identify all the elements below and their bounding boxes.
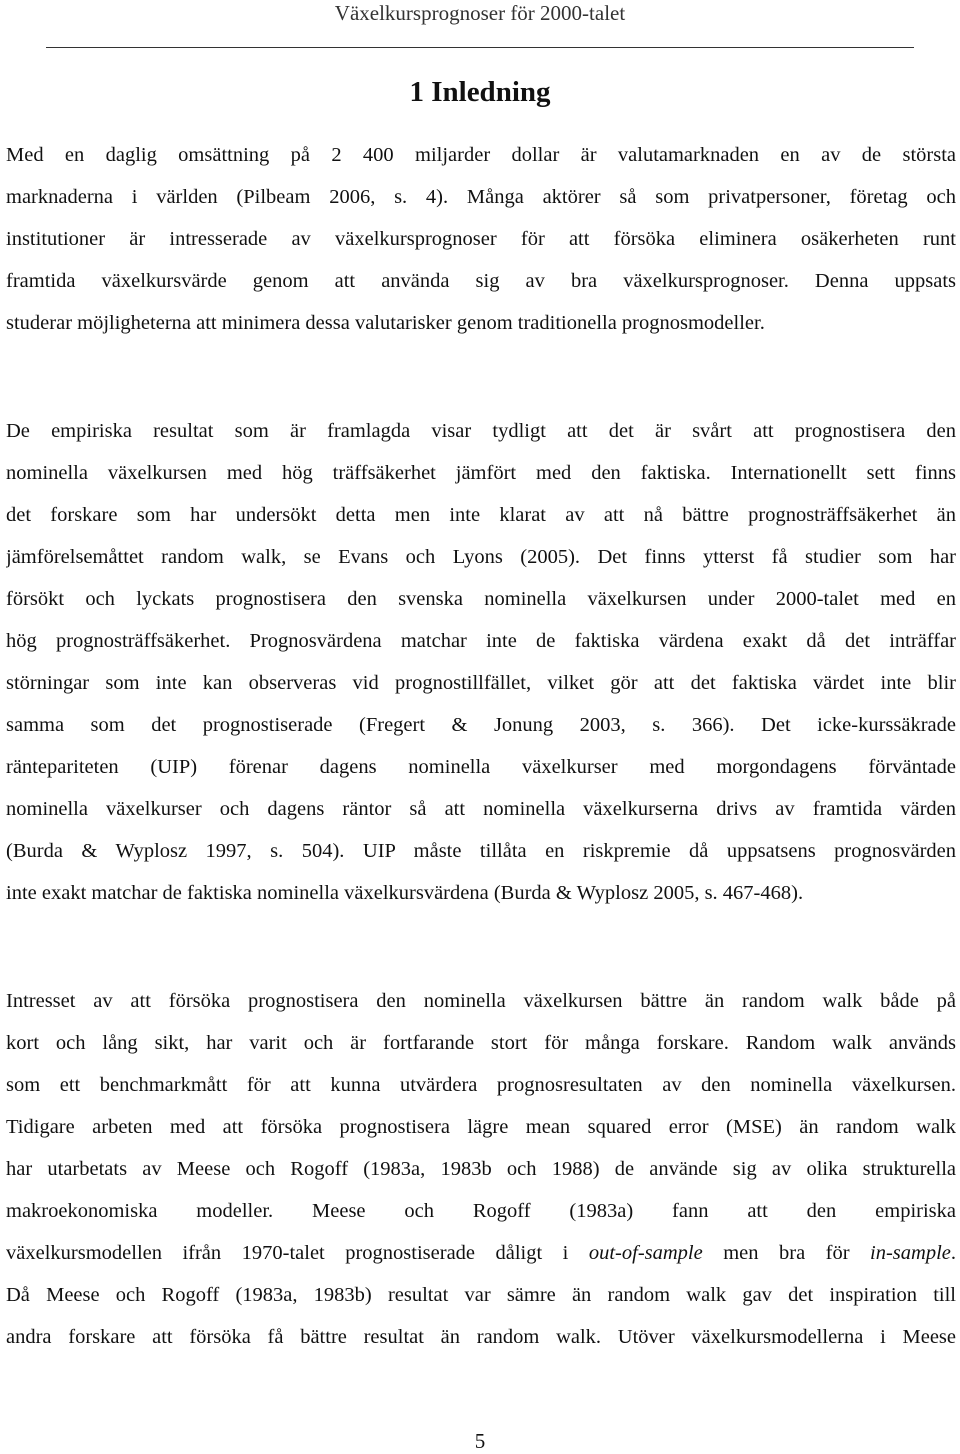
- paragraph-line: kort och lång sikt, har varit och är fortfarande stort för många forskare. Random walk används: [6, 1032, 956, 1054]
- paragraph-line: framtida växelkursvärde genom att använda sig av bra växelkursprognoser. Denna uppsats: [6, 270, 956, 292]
- text-run: .: [950, 1242, 956, 1264]
- paragraph-1: [6, 134, 956, 344]
- paragraph-line: Intresset av att försöka prognostisera den nominella växelkursen bättre än random walk både på: [6, 990, 956, 1012]
- paragraph-line: försökt och lyckats prognostisera den svenska nominella växelkursen under 2000-talet med en: [6, 588, 956, 610]
- text-run: växelkursmodellen ifrån 1970-talet prognostiserade dåligt i: [6, 1242, 589, 1264]
- paragraph-line: makroekonomiska modeller. Meese och Rogoff (1983a) fann att den empiriska: [6, 1200, 956, 1222]
- paragraph-line: störningar som inte kan observeras vid prognostillfället, vilket gör att det faktiska värdet inte blir: [6, 672, 956, 694]
- paragraph-line: nominella växelkurser och dagens räntor så att nominella växelkurserna drivs av framtida värden: [6, 798, 956, 820]
- paragraph-line-with-italics: [6, 1232, 956, 1274]
- paragraph-line: De empiriska resultat som är framlagda visar tydligt att det är svårt att prognostisera den: [6, 420, 956, 442]
- section-title: 1 Inledning: [409, 76, 551, 108]
- paragraph-line: institutioner är intresserade av växelkursprognoser för att försöka eliminera osäkerheten runt: [6, 228, 956, 250]
- paragraph-line: nominella växelkursen med hög träffsäkerhet jämfört med den faktiska. Internationellt sett finns: [6, 462, 956, 484]
- paragraph-line: inte exakt matchar de faktiska nominella växelkursvärdena (Burda & Wyplosz 2005, s. 467-468).: [6, 882, 804, 904]
- paragraph-line: studerar möjligheterna att minimera dessa valutarisker genom traditionella prognosmodeller.: [6, 312, 765, 334]
- running-header: Växelkursprognoser för 2000-talet: [334, 1, 626, 25]
- header-rule: [46, 47, 914, 48]
- text-run: men bra för: [702, 1242, 871, 1264]
- paragraph-line: som ett benchmarkmått för att kunna utvärdera prognosresultaten av den nominella växelkursen.: [6, 1074, 956, 1096]
- italic-term: in-sample: [870, 1242, 951, 1264]
- paragraph-line: räntepariteten (UIP) förenar dagens nominella växelkurser med morgondagens förväntade: [6, 756, 956, 778]
- italic-term: out-of-sample: [588, 1242, 703, 1264]
- paragraph-line: marknaderna i världen (Pilbeam 2006, s. 4). Många aktörer så som privatpersoner, företag och: [6, 186, 956, 208]
- paragraph-line: har utarbetats av Meese och Rogoff (1983a, 1983b och 1988) de använde sig av olika strukturella: [6, 1158, 956, 1180]
- paragraph-line: Med en daglig omsättning på 2 400 miljarder dollar är valutamarknaden en av de största: [6, 144, 956, 166]
- paragraph-3: [6, 980, 956, 1358]
- paragraph-line: hög prognosträffsäkerhet. Prognosvärdena matchar inte de faktiska värdena exakt då det inträffar: [6, 630, 956, 652]
- paragraph-line: Då Meese och Rogoff (1983a, 1983b) resultat var sämre än random walk gav det inspiration till: [6, 1284, 956, 1306]
- paragraph-line: Tidigare arbeten med att försöka prognostisera lägre mean squared error (MSE) än random walk: [6, 1116, 956, 1138]
- paragraph-2: [6, 410, 956, 914]
- paragraph-line: det forskare som har undersökt detta men inte klarat av att nå bättre prognosträffsäkerhet än: [6, 504, 956, 526]
- paragraph-line: (Burda & Wyplosz 1997, s. 504). UIP måste tillåta en riskpremie då uppsatsens prognosvärden: [6, 840, 956, 862]
- page-number: 5: [474, 1429, 486, 1453]
- paragraph-line: jämförelsemåttet random walk, se Evans och Lyons (2005). Det finns ytterst få studier som har: [6, 546, 956, 568]
- paragraph-line: samma som det prognostiserade (Fregert & Jonung 2003, s. 366). Det icke-kurssäkrade: [6, 714, 956, 736]
- paragraph-line: andra forskare att försöka få bättre resultat än random walk. Utöver växelkursmodellerna i Meese: [6, 1326, 956, 1348]
